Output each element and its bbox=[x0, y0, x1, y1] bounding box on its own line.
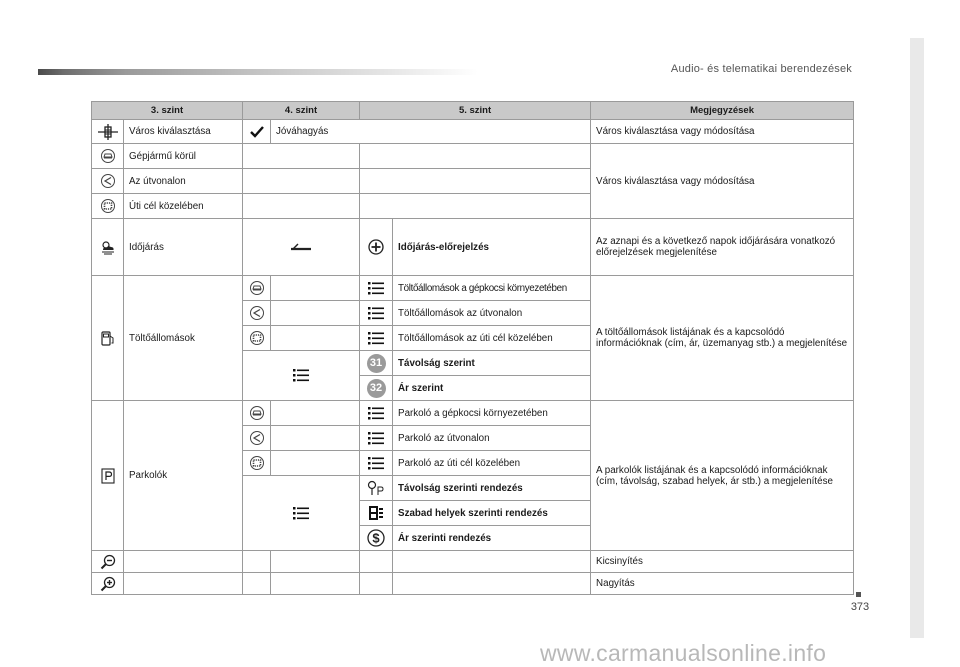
stations-destination: Töltőállomások az úti cél közelében bbox=[393, 326, 591, 351]
table-row bbox=[92, 401, 854, 426]
table-row bbox=[92, 144, 854, 169]
fuel-station-icon bbox=[92, 276, 124, 401]
route-icon bbox=[243, 426, 271, 451]
parking-destination: Parkoló az úti cél közelében bbox=[393, 451, 591, 476]
parking-sort-free-spaces: Szabad helyek szerinti rendezés bbox=[393, 501, 591, 526]
table-row bbox=[92, 276, 854, 301]
weather-forecast: Időjárás-előrejelzés bbox=[393, 219, 591, 276]
city-label: Város kiválasztása bbox=[124, 120, 243, 144]
distance-pin-icon bbox=[360, 476, 393, 501]
stations-around: Töltőállomások a gépkocsi környezetében bbox=[393, 276, 591, 301]
weather-select-icon bbox=[243, 219, 360, 276]
header-level-4: 4. szint bbox=[243, 102, 360, 120]
zoom-in-note: Nagyítás bbox=[591, 573, 854, 595]
parking-around: Parkoló a gépkocsi környezetében bbox=[393, 401, 591, 426]
header-level-3: 3. szint bbox=[92, 102, 243, 120]
header-gradient-bar bbox=[38, 69, 478, 75]
destination-icon bbox=[243, 326, 271, 351]
stations-label: Töltőállomások bbox=[124, 276, 243, 401]
vehicle-around-icon bbox=[92, 144, 124, 169]
parking-label: Parkolók bbox=[124, 401, 243, 551]
list-icon bbox=[360, 276, 393, 301]
list-icon bbox=[360, 301, 393, 326]
table-row bbox=[92, 551, 854, 573]
stations-sort-price: Ár szerint bbox=[393, 376, 591, 401]
city-confirm: Jóváhagyás bbox=[271, 120, 591, 144]
page-header-title: Audio- és telematikai berendezések bbox=[670, 63, 852, 75]
list-icon bbox=[360, 426, 393, 451]
menu-levels-table bbox=[91, 101, 854, 595]
page-marker bbox=[856, 592, 861, 597]
table-header-row bbox=[92, 102, 854, 120]
vehicle-around-icon bbox=[243, 401, 271, 426]
table-row bbox=[92, 120, 854, 144]
weather-note: Az aznapi és a következő napok időjárására vonatkozó előrejelzések megjelenítése bbox=[591, 219, 854, 276]
free-spaces-icon bbox=[360, 501, 393, 526]
route-label: Az útvonalon bbox=[124, 169, 243, 194]
svg-text:$: $ bbox=[372, 530, 380, 546]
group-note: Város kiválasztása vagy módosítása bbox=[591, 144, 854, 219]
step-number-badge: 31 bbox=[367, 354, 386, 373]
city-icon bbox=[92, 120, 124, 144]
route-icon bbox=[92, 169, 124, 194]
footer-watermark: www.carmanualsonline.info bbox=[540, 640, 827, 666]
parking-sort-distance: Távolság szerinti rendezés bbox=[393, 476, 591, 501]
header-notes: Megjegyzések bbox=[591, 102, 854, 120]
list-icon bbox=[360, 326, 393, 351]
list-icon bbox=[243, 351, 360, 401]
parking-icon bbox=[92, 401, 124, 551]
destination-label: Úti cél közelében bbox=[124, 194, 243, 219]
parking-sort-price: Ár szerinti rendezés bbox=[393, 526, 591, 551]
check-icon bbox=[243, 120, 271, 144]
plus-circle-icon bbox=[360, 219, 393, 276]
zoom-out-note: Kicsinyítés bbox=[591, 551, 854, 573]
list-icon bbox=[360, 401, 393, 426]
step-number-badge: 32 bbox=[367, 379, 386, 398]
zoom-in-icon bbox=[92, 573, 124, 595]
table-row bbox=[92, 219, 854, 276]
list-icon bbox=[243, 476, 360, 551]
destination-icon bbox=[243, 451, 271, 476]
around-label: Gépjármű körül bbox=[124, 144, 243, 169]
zoom-out-icon bbox=[92, 551, 124, 573]
weather-icon bbox=[92, 219, 124, 276]
stations-sort-distance: Távolság szerint bbox=[393, 351, 591, 376]
weather-label: Időjárás bbox=[124, 219, 243, 276]
parking-note: A parkolók listájának és a kapcsolódó információknak (cím, távolság, szabad helyek, ár stb.) a megjelenítése bbox=[591, 401, 854, 551]
stations-note: A töltőállomások listájának és a kapcsolódó információknak (cím, ár, üzemanyag stb.) a megjelenítése bbox=[591, 276, 854, 401]
destination-icon bbox=[92, 194, 124, 219]
stations-route: Töltőállomások az útvonalon bbox=[393, 301, 591, 326]
page-number: 373 bbox=[850, 601, 870, 613]
price-icon bbox=[360, 526, 393, 551]
vehicle-around-icon bbox=[243, 276, 271, 301]
list-icon bbox=[360, 451, 393, 476]
city-note: Város kiválasztása vagy módosítása bbox=[591, 120, 854, 144]
header-level-5: 5. szint bbox=[360, 102, 591, 120]
page-side-strip bbox=[910, 38, 924, 638]
table-row bbox=[92, 573, 854, 595]
parking-route: Parkoló az útvonalon bbox=[393, 426, 591, 451]
route-icon bbox=[243, 301, 271, 326]
